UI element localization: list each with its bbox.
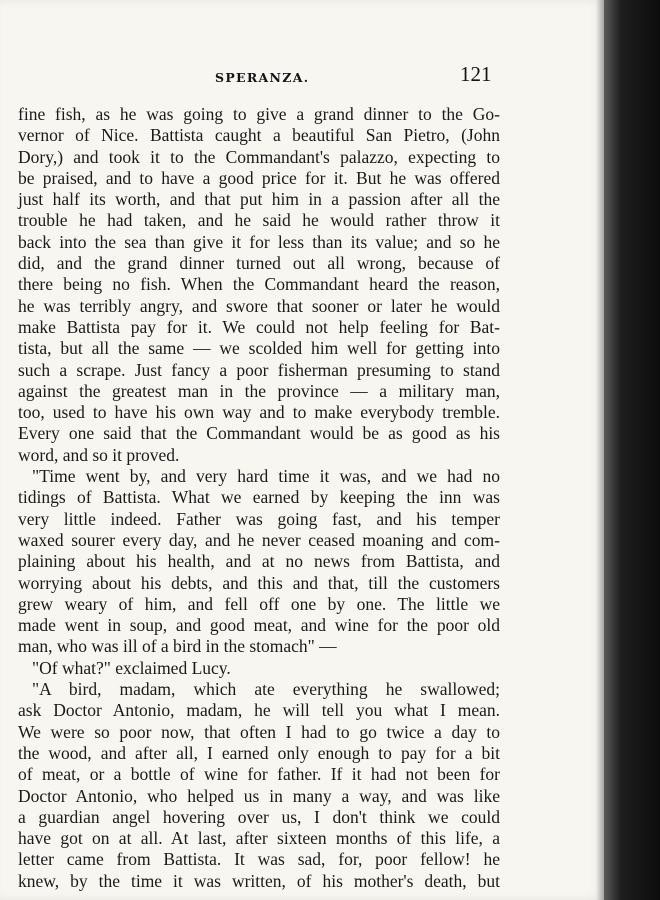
text-line: he was terribly angry, and swore that sooner or later he would	[18, 295, 500, 316]
text-line: ask Doctor Antonio, madam, he will tell you what I mean.	[18, 700, 500, 721]
text-line: have got on at all. At last, after sixteen months of this life, a	[18, 828, 500, 849]
text-line: the wood, and after all, I earned only enough to pay for a bit	[18, 742, 500, 763]
text-line: against the greatest man in the province — a military man,	[18, 380, 500, 401]
text-line: worrying about his debts, and this and that, till the customers	[18, 572, 500, 593]
page-header	[0, 58, 604, 88]
running-title: SPERANZA.	[215, 70, 310, 85]
text-line: just half its worth, and that put him in a passion after all the	[18, 189, 500, 210]
text-line: be praised, and to have a good price for it. But he was offered	[18, 167, 500, 188]
text-line: letter came from Battista. It was sad, for, poor fellow! he	[18, 849, 500, 870]
text-line: knew, by the time it was written, of his mother's death, but	[18, 870, 500, 891]
text-line: We were so poor now, that often I had to go twice a day to	[18, 721, 500, 742]
text-line: waxed sourer every day, and he never ceased moaning and com-	[18, 529, 500, 550]
text-line: trouble he had taken, and he said he would rather throw it	[18, 210, 500, 231]
text-line: word, and so it proved.	[18, 444, 180, 465]
text-line: there being no fish. When the Commandant heard the reason,	[18, 274, 500, 295]
text-line: a guardian angel hovering over us, I don't think we could	[18, 806, 500, 827]
text-line: Every one said that the Commandant would be as good as his	[18, 423, 500, 444]
text-line: back into the sea than give it for less than its value; and so he	[18, 231, 500, 252]
text-line: plaining about his health, and at no news from Battista, and	[18, 551, 500, 572]
text-line: fine fish, as he was going to give a grand dinner to the Go-	[18, 104, 500, 124]
text-line: too, used to have his own way and to make everybody tremble.	[18, 402, 500, 423]
text-line: man, who was ill of a bird in the stomach" —	[18, 636, 337, 657]
page-number: 121	[460, 62, 492, 86]
text-line: vernor of Nice. Battista caught a beautiful San Pietro, (John	[18, 125, 500, 146]
text-line: grew weary of him, and fell off one by one. The little we	[18, 593, 500, 614]
paragraph-start-line: "Time went by, and very hard time it was, and we had no	[32, 466, 500, 487]
text-line: tidings of Battista. What we earned by keeping the inn was	[18, 487, 500, 508]
body-text	[18, 104, 500, 892]
text-line: make Battista pay for it. We could not help feeling for Bat-	[18, 316, 500, 337]
text-line: of meat, or a bottle of wine for father. If it had not been for	[18, 764, 500, 785]
paragraph-start-line: "A bird, madam, which ate everything he swallowed;	[32, 679, 500, 700]
text-line: Doctor Antonio, who helped us in many a way, and was like	[18, 785, 500, 806]
paragraph-start-line: "Of what?" exclaimed Lucy.	[32, 657, 231, 678]
text-line: tista, but all the same — we scolded him well for getting into	[18, 338, 500, 359]
text-line: very little indeed. Father was going fast, and his temper	[18, 508, 500, 529]
text-line: Dory,) and took it to the Commandant's palazzo, expecting to	[18, 146, 500, 167]
text-line: did, and the grand dinner turned out all wrong, because of	[18, 253, 500, 274]
text-line: such a scrape. Just fancy a poor fisherman presuming to stand	[18, 359, 500, 380]
book-gutter	[604, 0, 660, 900]
text-line: made went in soup, and good meat, and wine for the poor old	[18, 615, 500, 636]
